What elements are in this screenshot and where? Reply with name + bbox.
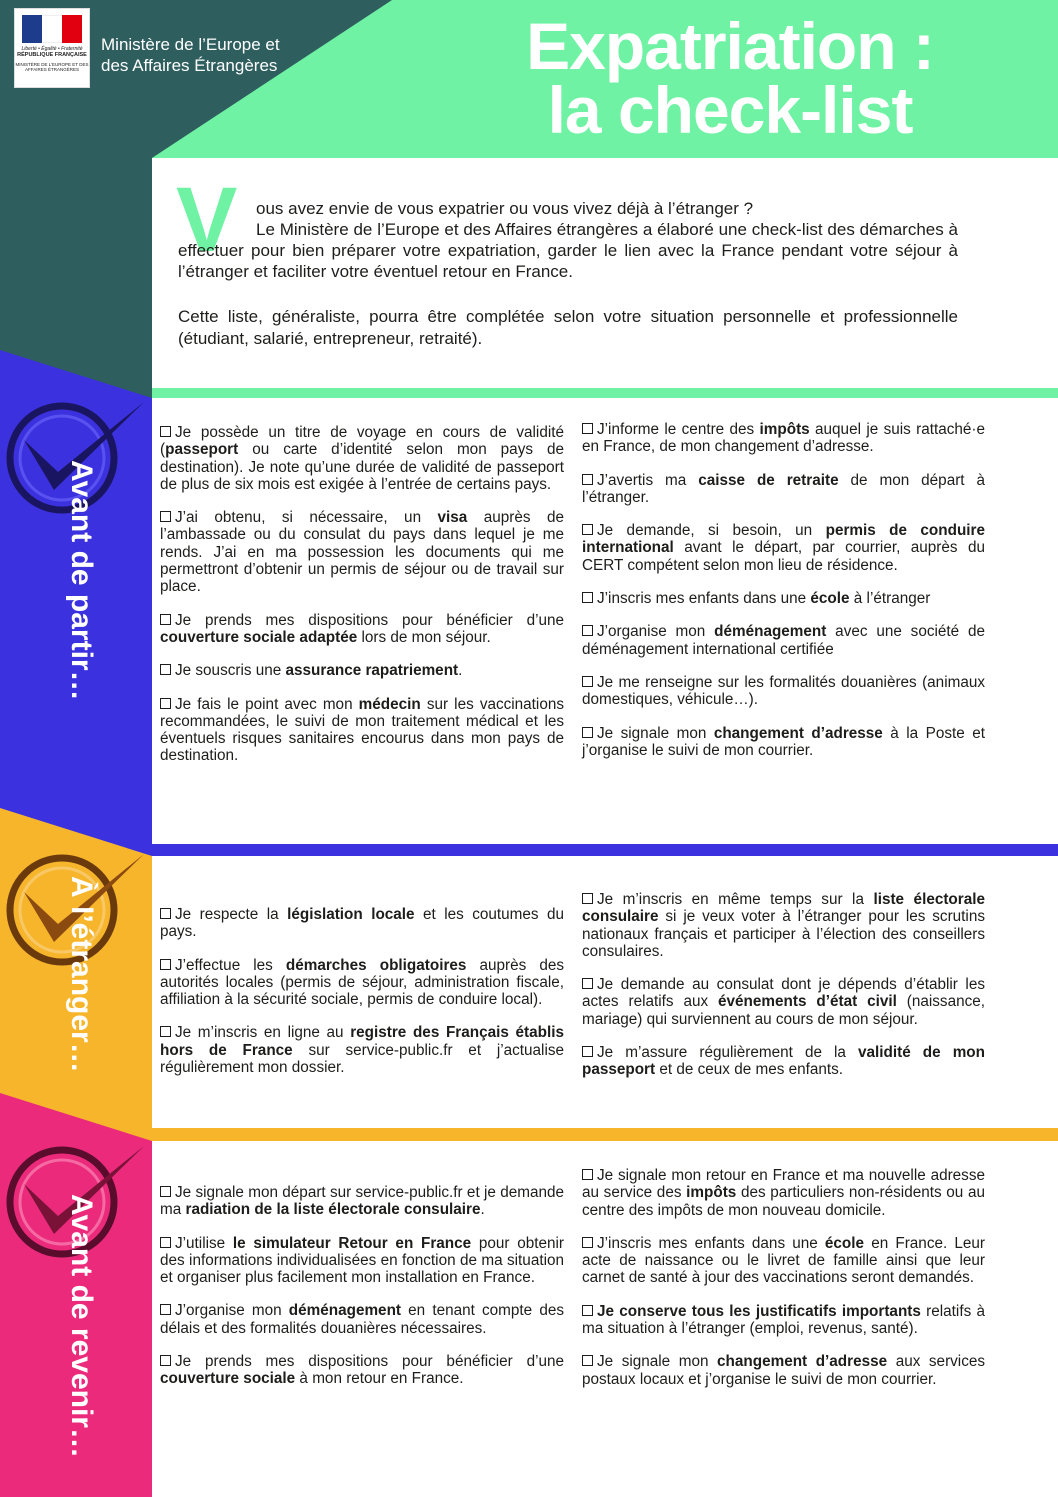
item-text: Je fais le point avec mon — [175, 695, 359, 713]
item-text: J’organise mon — [597, 623, 715, 641]
etranger-col-2 — [582, 891, 985, 1095]
checkbox-icon[interactable] — [160, 511, 171, 522]
item-emphasis: radiation de la liste électorale consulaire — [185, 1201, 481, 1219]
checklist-item — [582, 472, 985, 507]
item-text: J’effectue les — [175, 956, 286, 974]
item-text: . — [458, 662, 463, 680]
item-text: J’utilise — [175, 1234, 233, 1252]
avant-partir-col-1 — [160, 424, 564, 781]
checkbox-icon[interactable] — [582, 978, 593, 989]
logo-motto: Liberté • Égalité • Fraternité — [21, 46, 83, 52]
checklist-item — [160, 957, 564, 1009]
item-text: Je signale mon — [597, 724, 714, 742]
item-text: si je veux voter à l’étranger pour les scrutins nationaux français et participer à l’élection des conseillers consulaires. — [582, 908, 985, 960]
item-emphasis: permis de conduire international — [582, 522, 986, 557]
checkbox-icon[interactable] — [582, 1046, 593, 1057]
item-emphasis: école — [810, 590, 850, 608]
checklist-item — [160, 1302, 564, 1337]
checklist-item — [160, 1184, 564, 1219]
checkbox-icon[interactable] — [582, 423, 593, 434]
item-text: Je signale mon retour en France et ma nouvelle adresse au service des — [582, 1167, 985, 1202]
checkbox-icon[interactable] — [160, 1355, 171, 1366]
checklist-item — [582, 725, 985, 760]
item-emphasis: liste électorale consulaire — [582, 891, 985, 926]
item-text: avant le départ, par courrier, auprès du CERT compétent selon mon lieu de résidence. — [582, 539, 985, 574]
ministry-name: Ministère de l’Europe et des Affaires Étrangères — [101, 35, 280, 75]
item-text: à la Poste et j’organise le suivi de mon courrier. — [582, 724, 986, 759]
label-etranger: À l’étranger… — [65, 876, 98, 1073]
item-text: Je demande, si besoin, un — [597, 522, 826, 540]
checklist-item — [160, 1235, 564, 1287]
item-text: de mon départ à l’étranger. — [582, 471, 985, 506]
etranger-col-1 — [160, 906, 564, 1092]
intro-dropcap: V — [176, 169, 238, 271]
checklist-item — [582, 590, 985, 607]
label-avant-revenir: Avant de revenir… — [65, 1194, 98, 1458]
label-avant-partir: Avant de partir… — [65, 460, 98, 701]
checkbox-icon[interactable] — [160, 1186, 171, 1197]
item-text: Je prends mes dispositions pour bénéficier d’une — [175, 611, 564, 629]
logo-republic: RÉPUBLIQUE FRANÇAISE — [17, 52, 87, 58]
item-text: J’organise mon — [175, 1302, 289, 1320]
item-text: lors de mon séjour. — [357, 628, 491, 646]
checkbox-icon[interactable] — [160, 1304, 171, 1315]
checkbox-icon[interactable] — [582, 625, 593, 636]
item-text: Je demande au consulat dont je dépends d’établir les actes relatifs aux — [582, 976, 985, 1011]
item-emphasis: déménagement — [714, 623, 827, 641]
checkbox-icon[interactable] — [582, 524, 593, 535]
checklist-item — [160, 424, 564, 493]
item-text: Je m’assure régulièrement de la — [597, 1044, 858, 1062]
item-emphasis: démarches obligatoires — [285, 956, 467, 974]
item-emphasis: couverture sociale — [160, 1370, 296, 1388]
checklist-item — [582, 1235, 985, 1287]
item-emphasis: le simulateur Retour en France — [232, 1234, 472, 1252]
checklist-item — [582, 623, 985, 658]
item-emphasis: passeport — [165, 441, 239, 459]
checkbox-icon[interactable] — [160, 959, 171, 970]
checkbox-icon[interactable] — [582, 1169, 593, 1180]
checkbox-icon[interactable] — [582, 727, 593, 738]
item-text: avec une société de déménagement international certifiée — [582, 623, 985, 658]
item-text: auprès des autorités locales (permis de séjour, administration fiscale, affiliation à la sécurité sociale, permis de conduire local). — [160, 956, 564, 1009]
item-text: sur service-public.fr et j’actualise régulièrement mon dossier. — [160, 1041, 564, 1077]
checklist-item — [582, 1353, 985, 1388]
item-text: en France. Leur acte de naissance ou le livret de famille ainsi que leur carnet de santé à jour des vaccinations seront demandés. — [582, 1234, 985, 1287]
item-text: Je m’inscris en même temps sur la — [597, 891, 874, 908]
item-text: relatifs à ma situation à l’étranger (emploi, revenus, santé). — [582, 1302, 985, 1338]
checkbox-icon[interactable] — [582, 1305, 593, 1316]
item-emphasis: couverture sociale adaptée — [160, 628, 358, 646]
avant-revenir-col-2 — [582, 1167, 985, 1404]
item-text: Je souscris une — [175, 662, 286, 680]
checkbox-icon[interactable] — [582, 676, 593, 687]
checklist-item — [160, 696, 564, 765]
item-emphasis: législation locale — [287, 906, 415, 923]
item-emphasis: événements d’état civil — [718, 993, 897, 1011]
item-emphasis: visa — [437, 509, 468, 527]
item-text: aux services postaux locaux et j’organise le suivi de mon courrier. — [582, 1353, 986, 1388]
checkbox-icon[interactable] — [582, 893, 593, 904]
item-text: J’avertis ma — [597, 471, 699, 489]
logo-ministry: MINISTÈRE DE L’EUROPE ET DES AFFAIRES ÉTRANGÈRES — [15, 62, 89, 72]
item-text: et de ceux de mes enfants. — [655, 1061, 844, 1079]
item-text: et les coutumes du pays. — [160, 906, 565, 941]
checklist-item — [160, 612, 564, 647]
checkbox-icon[interactable] — [582, 474, 593, 485]
item-emphasis: médecin — [358, 695, 421, 713]
checklist-item — [160, 1353, 564, 1388]
republique-francaise-logo — [14, 8, 90, 88]
checkbox-icon[interactable] — [160, 1237, 171, 1248]
marianne-flag-icon — [22, 15, 82, 43]
item-text: sur les vaccinations recommandées, le suivi de mon traitement médical et les éventuels risques sanitaires encourus dans mon pays de destination. — [160, 695, 564, 765]
item-text: J’informe le centre des — [597, 421, 760, 438]
item-text: auquel je suis rattaché·e en France, de mon changement d’adresse. — [582, 421, 986, 456]
item-text: J’inscris mes enfants dans une — [597, 590, 811, 608]
checklist-item — [582, 674, 985, 709]
checklist-item — [582, 522, 985, 574]
item-emphasis: assurance rapatriement — [285, 662, 459, 680]
page-title: Expatriation : la check-list — [526, 9, 934, 147]
checkbox-icon[interactable] — [582, 592, 593, 603]
checklist-item — [582, 891, 985, 960]
item-text: Je possède un titre de voyage en cours de validité ( — [160, 424, 564, 459]
checkbox-icon[interactable] — [160, 426, 171, 437]
item-emphasis: changement d’adresse — [713, 724, 883, 742]
item-emphasis: impôts — [759, 421, 810, 438]
checklist-item — [160, 1024, 564, 1076]
item-text: (naissance, mariage) qui surviennent au cours de mon séjour. — [582, 993, 985, 1028]
item-emphasis: validité de mon passeport — [582, 1044, 985, 1079]
item-text: Je me renseigne sur les formalités douanières (animaux domestiques, véhicule…). — [582, 673, 985, 709]
checkbox-icon[interactable] — [160, 664, 171, 675]
checklist-item — [582, 1044, 985, 1079]
checklist-item — [582, 421, 985, 456]
checkbox-icon[interactable] — [160, 614, 171, 625]
item-emphasis: registre des Français établis hors de France — [160, 1024, 564, 1059]
checklist-item — [160, 662, 564, 679]
item-emphasis: Je conserve tous les justificatifs importants — [597, 1302, 921, 1320]
checkbox-icon[interactable] — [160, 1026, 171, 1037]
item-text: des particuliers non-résidents ou au centre des impôts de mon nouveau domicile. — [582, 1184, 985, 1219]
checklist-item — [160, 906, 564, 941]
item-text: pour obtenir des informations individualisées en fonction de ma situation et organiser plus facilement mon installation en France. — [160, 1234, 564, 1287]
checklist-item — [582, 1167, 985, 1219]
item-text: en tenant compte des délais et des formalités douanières nécessaires. — [160, 1302, 565, 1337]
item-text: Je respecte la — [175, 906, 288, 923]
item-text: auprès de l’ambassade ou du consulat du pays dans lequel je me rends. J’ai en ma possession les documents qui me permettront d’obtenir un permis de séjour ou de travail sur place. — [160, 509, 564, 596]
avant-revenir-col-1 — [160, 1184, 564, 1404]
item-emphasis: impôts — [686, 1184, 737, 1202]
avant-partir-col-2 — [582, 421, 985, 775]
item-text: ou carte d’identité selon mon pays de destination). Je note qu’une durée de validité de passeport de plus de six mois est exigée à l’entrée de certains pays. — [160, 441, 564, 493]
intro-paragraph-2: Cette liste, généraliste, pourra être complétée selon votre situation personnelle et professionnelle (étudiant, salarié, entrepreneur, retraité). — [178, 307, 958, 348]
item-text: Je m’inscris en ligne au — [175, 1024, 351, 1042]
item-text: Je prends mes dispositions pour bénéficier d’une — [175, 1353, 564, 1371]
item-text: J’inscris mes enfants dans une — [597, 1234, 825, 1252]
checkbox-icon[interactable] — [160, 908, 171, 919]
item-emphasis: déménagement — [288, 1302, 402, 1320]
item-emphasis: caisse de retraite — [698, 471, 839, 489]
checkbox-icon[interactable] — [582, 1355, 593, 1366]
checkbox-icon[interactable] — [160, 698, 171, 709]
item-text: à l’étranger — [849, 590, 931, 608]
item-text: Je signale mon départ sur service-public.fr et je demande ma — [160, 1184, 564, 1219]
item-text: J’ai obtenu, si nécessaire, un — [175, 509, 438, 527]
checklist-item — [582, 1303, 985, 1338]
item-text: . — [480, 1201, 485, 1219]
checklist-item — [582, 976, 985, 1028]
checkbox-icon[interactable] — [582, 1237, 593, 1248]
item-emphasis: changement d’adresse — [717, 1353, 888, 1371]
item-text: Je signale mon — [597, 1353, 718, 1371]
item-emphasis: école — [824, 1234, 865, 1252]
checklist-item — [160, 509, 564, 595]
item-text: à mon retour en France. — [295, 1370, 464, 1388]
intro-paragraph-1: ous avez envie de vous expatrier ou vous vivez déjà à l’étranger ? Le Ministère de l’Europe et des Affaires étrangères a élaboré une check-list des démarches à effectuer pour bien préparer votre expatriation, garder le lien avec la France pendant votre séjour à l’étranger et faciliter votre éventuel retour en France. — [178, 199, 958, 281]
